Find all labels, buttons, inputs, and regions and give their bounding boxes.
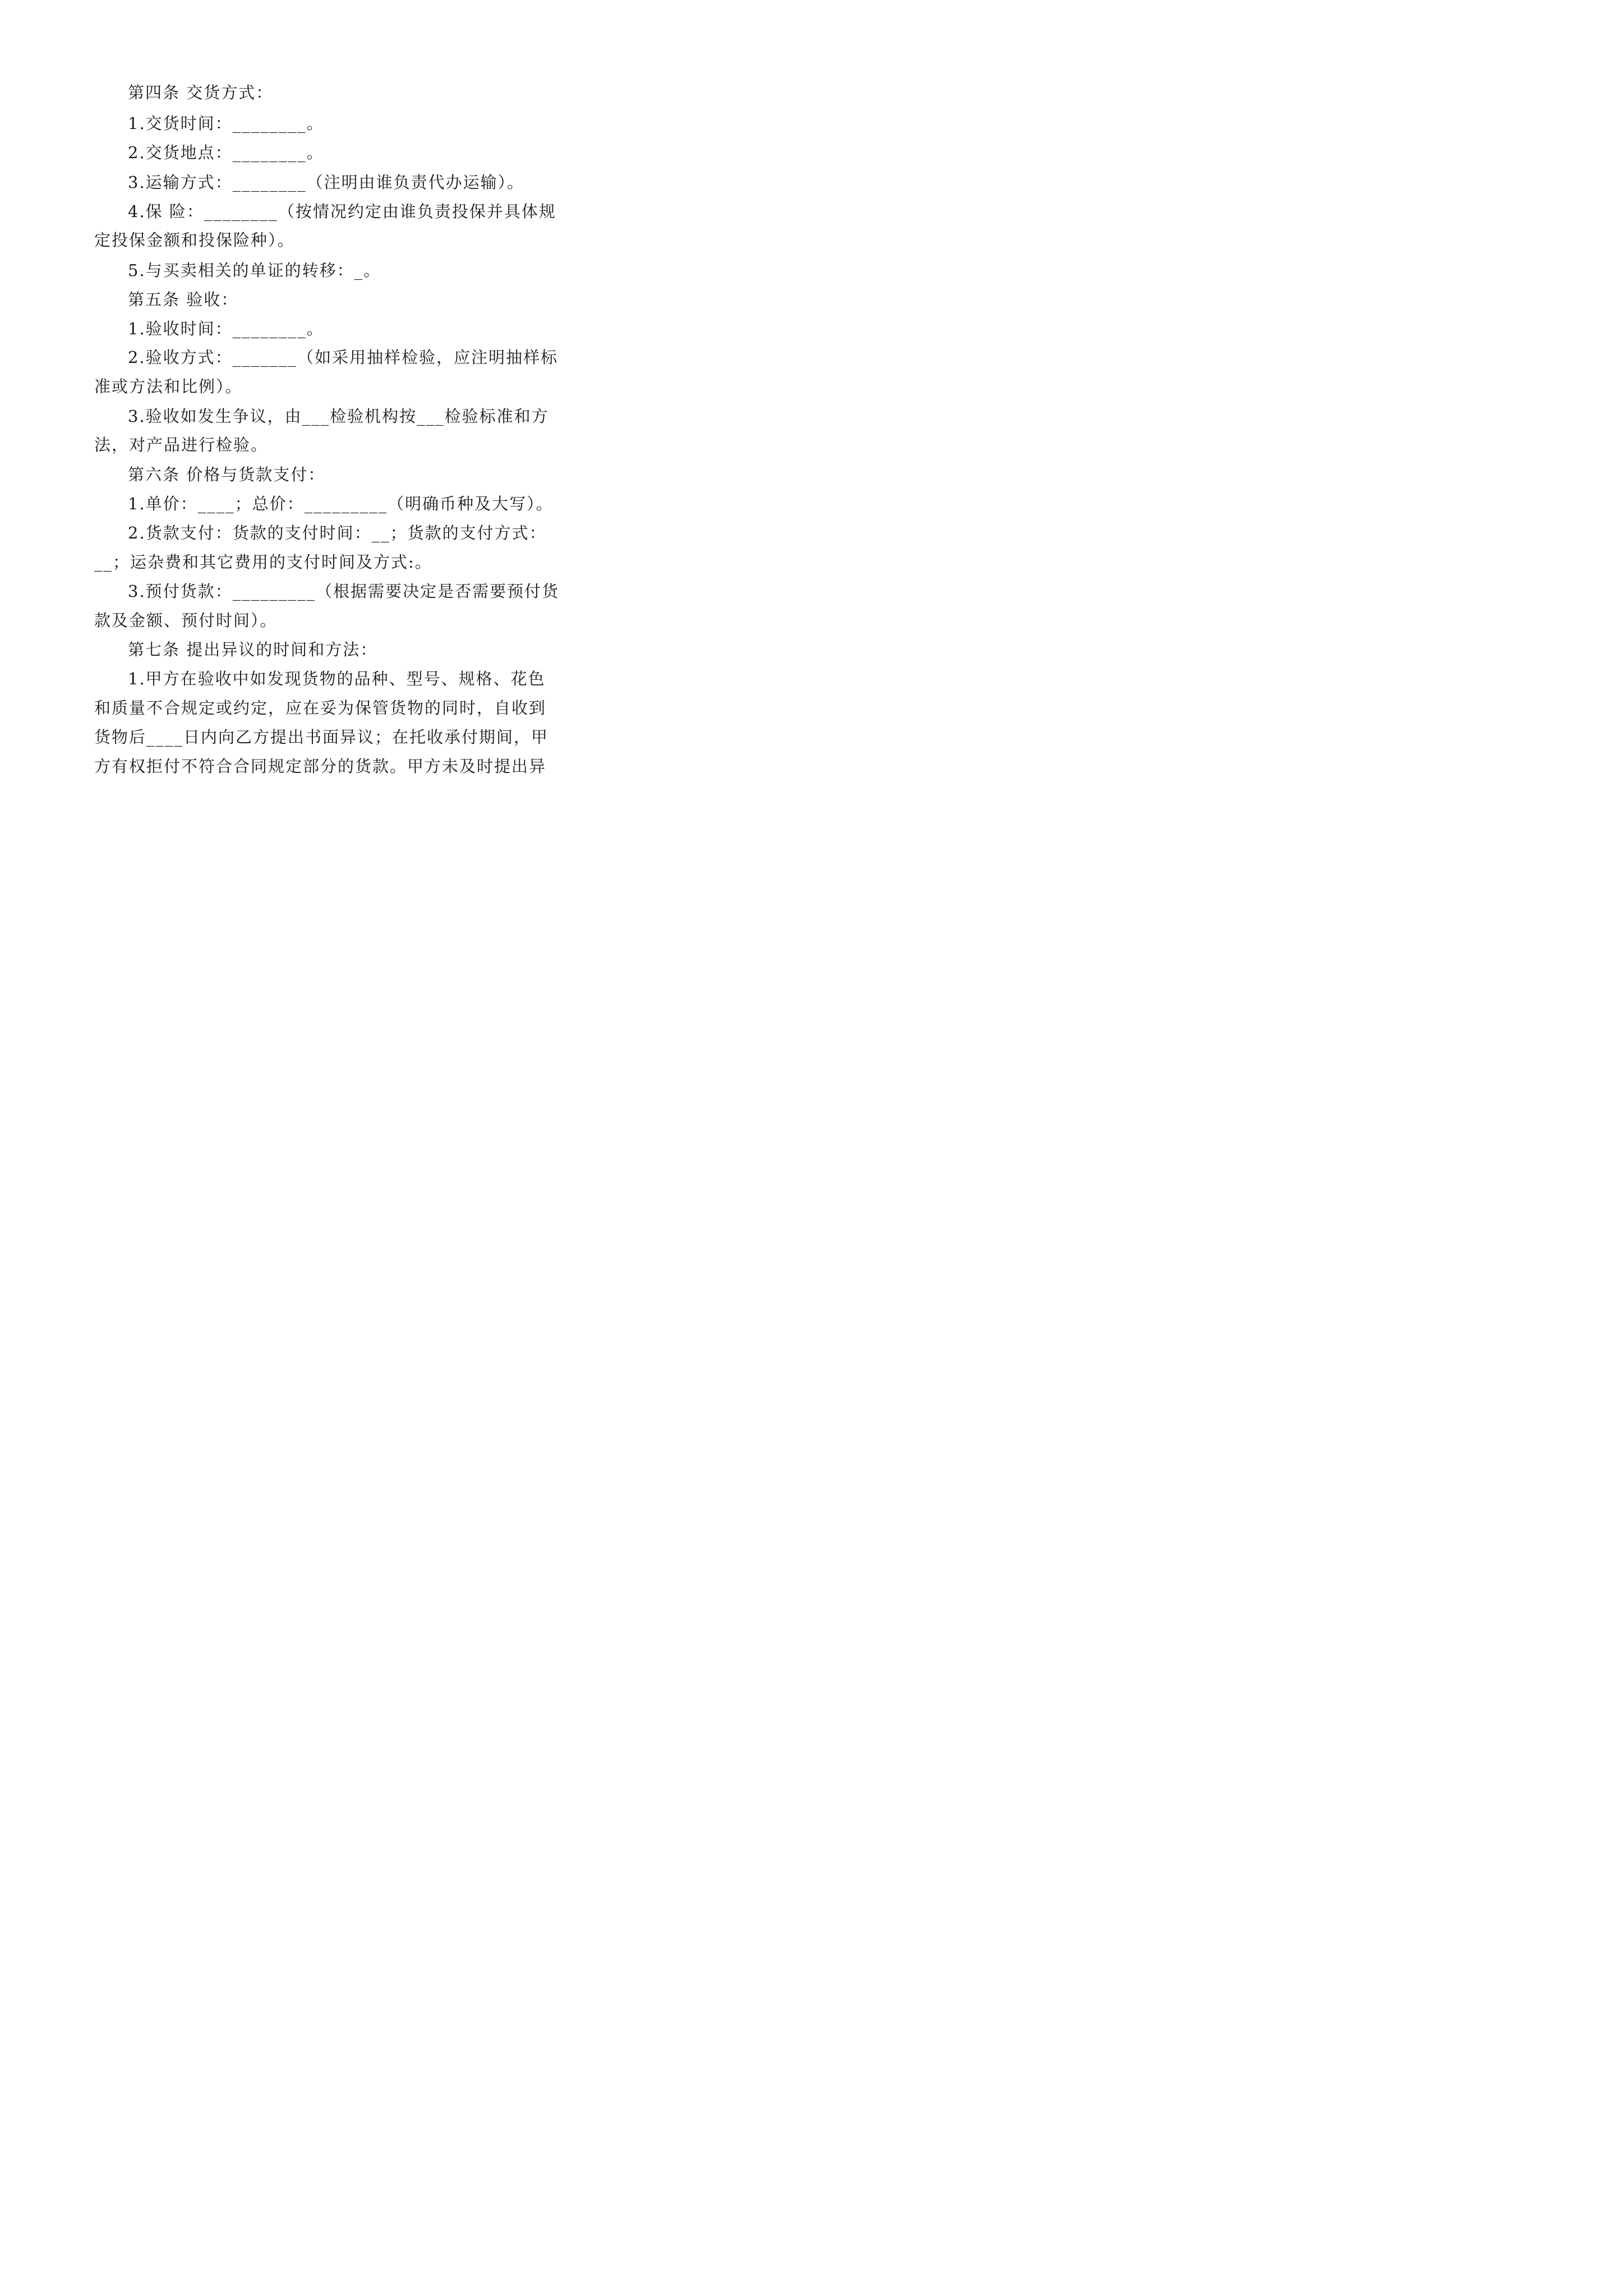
- article-4-heading: 第四条 交货方式：: [128, 83, 274, 102]
- delivery-place-line: 2.交货地点：________。: [128, 143, 324, 162]
- inspection-method-line: 2.验收方式：_______（如采用抽样检验，应注明抽样标: [128, 348, 559, 367]
- price-line: 1.单价：____；总价：_________（明确币种及大写）。: [128, 494, 554, 513]
- inspection-method-line-cont: 准或方法和比例）。: [94, 377, 243, 396]
- prepayment-line: 3.预付货款：_________（根据需要决定是否需要预付货: [128, 582, 560, 601]
- payment-line: 2.货款支付：货款的支付时间：__；货款的支付方式：: [128, 523, 547, 542]
- insurance-line: 4.保 险：________（按情况约定由谁负责投保并具体规: [128, 202, 556, 221]
- objection-line-4: 方有权拒付不符合合同规定部分的货款。甲方未及时提出异: [94, 757, 547, 776]
- article-7-heading: 第七条 提出异议的时间和方法：: [128, 640, 378, 659]
- document-page: [0, 0, 617, 873]
- article-5-heading: 第五条 验收：: [128, 290, 239, 309]
- insurance-line-cont: 定投保金额和投保险种）。: [94, 231, 295, 250]
- delivery-time-line: 1.交货时间：________。: [128, 114, 324, 133]
- objection-line-2: 和质量不合规定或约定，应在妥为保管货物的同时，自收到: [94, 698, 547, 717]
- objection-line-1: 1.甲方在验收中如发现货物的品种、型号、规格、花色: [128, 669, 546, 688]
- objection-line-3: 货物后____日内向乙方提出书面异议；在托收承付期间，甲: [94, 728, 549, 747]
- article-6-heading: 第六条 价格与货款支付：: [128, 465, 326, 484]
- inspection-time-line: 1.验收时间：________。: [128, 319, 324, 338]
- transport-method-line: 3.运输方式：________（注明由谁负责代办运输）。: [128, 173, 525, 192]
- inspection-dispute-line: 3.验收如发生争议，由___检验机构按___检验标准和方: [128, 407, 549, 426]
- payment-line-cont: __；运杂费和其它费用的支付时间及方式:。: [94, 553, 432, 572]
- documents-transfer-line: 5.与买卖相关的单证的转移：_。: [128, 261, 381, 280]
- prepayment-line-cont: 款及金额、预付时间）。: [94, 611, 278, 630]
- inspection-dispute-line-cont: 法，对产品进行检验。: [94, 435, 269, 454]
